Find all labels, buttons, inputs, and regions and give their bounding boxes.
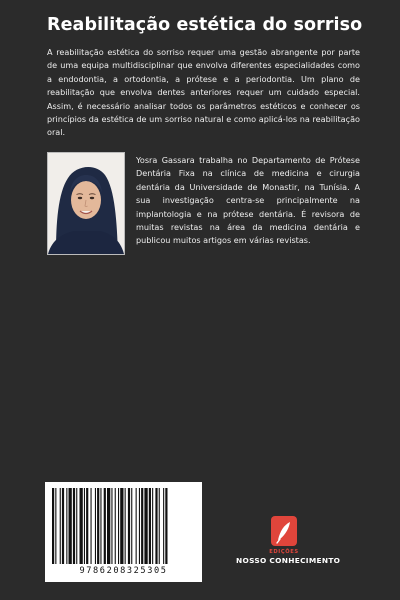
barcode-bar	[97, 488, 99, 564]
barcode-bar	[69, 488, 72, 564]
barcode-bar	[73, 488, 75, 564]
barcode-bar	[100, 488, 101, 564]
barcode-bar	[66, 488, 67, 564]
author-photo	[47, 152, 125, 255]
book-description: A reabilitação estética do sorriso requer uma gestão abrangente por parte de uma equipa multidisciplinar que envolva diferentes especialidades como a endodontia, a ortodontia, a prótese e a periodontia. Um plano de reabilitação que envolva dentes anteriores requer um cuidado especial. Assim, é necessário analisar todos os parâmetros estéticos e conhecer os princípios da estética de um sorriso natural e como aplicá-los na reabilitação oral.	[47, 47, 360, 138]
barcode-bar	[118, 488, 119, 564]
barcode-bar	[91, 488, 92, 564]
barcode-bar	[128, 488, 130, 564]
barcode-bar	[60, 488, 61, 564]
author-biography: Yosra Gassara trabalha no Departamento de Prótese Dentária Fixa na clínica de medicina e cirurgia dentária da Universidade de Monastir, na Tunísia. A sua investigação centra-se principalmente na implantologia e na prótese dentária. É revisora de muitas revistas na área da medicina dentária e publicou muitos artigos em várias revistas.	[136, 155, 360, 246]
publisher-logo	[271, 516, 297, 546]
publisher-block	[236, 516, 341, 565]
barcode-bar	[95, 488, 96, 564]
barcode-bar	[104, 488, 106, 564]
barcode-bar	[115, 488, 116, 564]
barcode-bar	[139, 488, 140, 564]
barcode-bar	[136, 488, 137, 564]
barcode-bar	[125, 488, 126, 564]
barcode-bar	[155, 488, 157, 564]
barcode-bar	[165, 488, 167, 564]
isbn-number: 9786208325305	[79, 566, 168, 576]
barcode-bar	[55, 488, 56, 564]
barcode-bar	[107, 488, 110, 564]
barcode-bar	[163, 488, 164, 564]
barcode-bar	[86, 488, 88, 564]
isbn-barcode	[45, 482, 202, 582]
barcode-bars	[45, 482, 202, 566]
barcode-bar	[149, 488, 151, 564]
barcode-bar	[131, 488, 132, 564]
barcode-bar	[76, 488, 77, 564]
publisher-name: NOSSO CONHECIMENTO	[236, 556, 341, 565]
barcode-bar	[144, 488, 147, 564]
publisher-label: EDIÇÕES	[269, 549, 299, 555]
barcode-bar	[52, 488, 54, 564]
barcode-bar	[141, 488, 143, 564]
barcode-bar	[62, 488, 64, 564]
barcode-bar	[120, 488, 123, 564]
quill-feather-icon	[271, 516, 297, 546]
barcode-bar	[152, 488, 153, 564]
book-title: Reabilitação estética do sorriso	[47, 15, 363, 35]
barcode-bar	[111, 488, 112, 564]
barcode-bar	[84, 488, 85, 564]
barcode-bar	[80, 488, 83, 564]
barcode-bar	[159, 488, 160, 564]
author-portrait-icon	[48, 153, 124, 254]
